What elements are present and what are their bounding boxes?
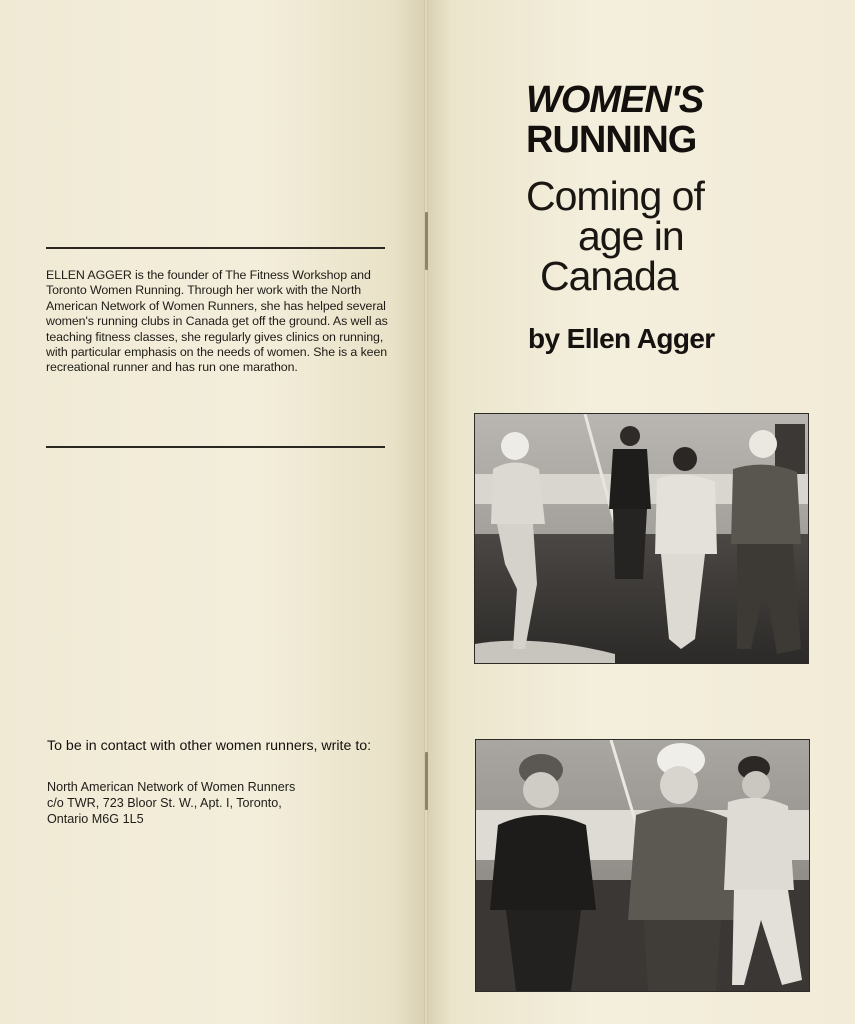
photo-image [475, 414, 808, 663]
center-fold [424, 0, 428, 1024]
subtitle-line-3: Canada [540, 253, 678, 299]
photo-group-of-five-runners [474, 413, 809, 664]
contact-line-province: Ontario M6G 1L5 [47, 812, 144, 826]
contact-line-organization: North American Network of Women Runners [47, 780, 296, 794]
contact-line-street: c/o TWR, 723 Bloor St. W., Apt. I, Toronto, [47, 796, 282, 810]
photo-three-runners-close [475, 739, 810, 992]
bio-rule-bottom [46, 446, 385, 448]
staple-top [425, 212, 428, 270]
title-line-2: RUNNING [526, 119, 697, 161]
title-line-1: WOMEN'S [526, 79, 704, 121]
staple-bottom [425, 752, 428, 810]
photo-image [476, 740, 809, 991]
subtitle-line-1: Coming of [526, 173, 704, 219]
author-bio: ELLEN AGGER is the founder of The Fitness Workshop and Toronto Women Running. Through her work with the North American Network of Women Runners, she has helped several women's running clubs in Canada get off the ground. As well as teaching fitness classes, she regularly gives clinics on running, with particular emphasis on the needs of women. She is a keen recreational runner and has run one marathon. [46, 268, 388, 375]
booklet-subtitle [526, 173, 776, 299]
left-page [0, 0, 426, 1024]
contact-heading: To be in contact with other women runners, write to: [47, 738, 372, 754]
bio-rule-top [46, 247, 385, 249]
contact-address [47, 779, 397, 827]
author-byline: by Ellen Agger [528, 323, 715, 354]
booklet-title [526, 80, 703, 160]
subtitle-line-2: age in [578, 213, 684, 259]
